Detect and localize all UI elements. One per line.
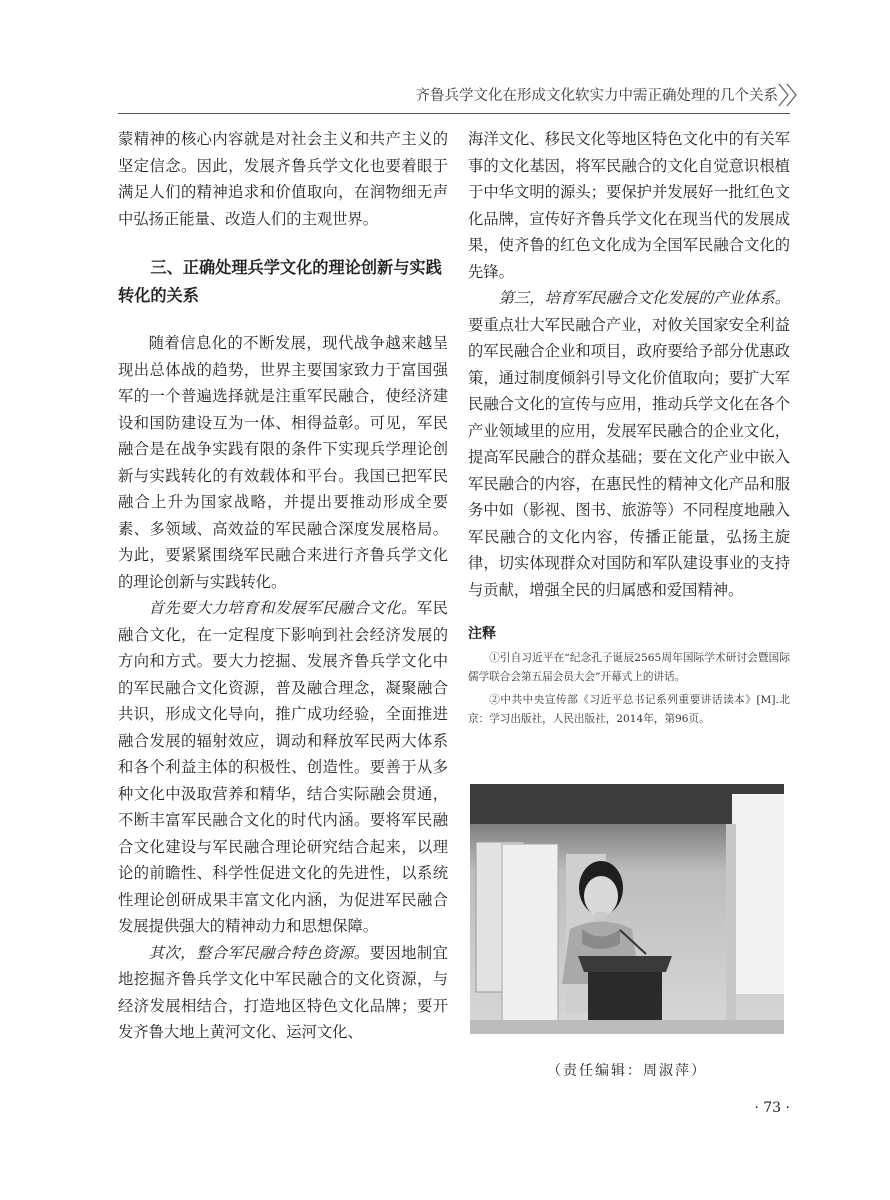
page-number: · 73 · [754,1100,790,1116]
right-column [468,126,790,733]
note-1: ①引自习近平在“纪念孔子诞辰2565周年国际学术研讨会暨国际儒学联合会第五届会员大会”开幕式上的讲话。 [468,652,790,683]
paragraph-1: 随着信息化的不断发展，现代战争越来越呈现出总体战的趋势，世界主要国家致力于富国强军的一个普遍选择就是注重军民融合，使经济建设和国防建设互为一体、相得益彰。可见，军民融合是在战争实践有限的条件下实现兵学理论创新与实践转化的有效载体和平台。我国已把军民融合上升为国家战略，并提出要推动形成全要素、多领域、高效益的军民融合深度发展格局。为此，要紧紧围绕军民融合来进行齐鲁兵学文化的理论创新与实践转化。 [118,334,448,591]
header-rule [118,113,790,114]
left-continued-paragraph: 蒙精神的核心内容就是对社会主义和共产主义的坚定信念。因此，发展齐鲁兵学文化也要着眼于满足人们的精神追求和价值取向，在润物细无声中弘扬正能量、改造人们的主观世界。 [118,130,448,228]
double-chevron-right-icon [776,80,804,110]
paragraph-3-lead: 其次，整合军民融合特色资源。 [148,943,370,962]
paragraph-4-body: 要重点壮大军民融合产业，对攸关国家安全利益的军民融合企业和项目，政府要给予部分优惠政策，通过制度倾斜引导文化价值取向；要扩大军民融合文化的宣传与应用，推动兵学文化在各个产业领域里的应用，发展军民融合的企业文化，提高军民融合的群众基础；要在文化产业中嵌入军民融合的内容，在惠民性的精神文化产品和服务中如（影视、图书、旅游等）不同程度地融入军民融合的文化内容，传播正能量，弘扬主旋律，切实体现群众对国防和军队建设事业的支持与贡献，增强全民的归属感和爱国精神。 [468,315,790,599]
paragraph-2-lead: 首先要大力培育和发展军民融合文化。 [148,599,417,617]
section-heading: 三、正确处理兵学文化的理论创新与实践转化的关系 [118,258,442,305]
running-header: 齐鲁兵学文化在形成文化软实力中需正确处理的几个关系 [415,88,778,104]
paragraph-2 [118,595,448,940]
notes-title: 注释 [468,626,496,642]
paragraph-2-body: 军民融合文化，在一定程度下影响到社会经济发展的方向和方式。要大力挖掘、发展齐鲁兵学文化中的军民融合文化资源，普及融合理念，凝聚融合共识，形成文化导向，推广成功经验，全面推进融合发展的辐射效应，调动和释放军民两大体系和各个利益主体的积极性、创造性。要善于从多种文化中汲取营养和精华，结合实际融会贯通，不断丰富军民融合文化的时代内涵。要将军民融合文化建设与军民融合理论研究结合起来，以理论的前瞻性、科学性促进文化的先进性，以系统性理论创研成果丰富文化内涵，为促进军民融合发展提供强大的精神动力和思想保障。 [118,599,448,935]
paragraph-3-body: 要因地制宜地挖掘齐鲁兵学文化中军民融合的文化资源，与经济发展相结合，打造地区特色文化品牌；要开发齐鲁大地上黄河文化、运河文化、 [118,943,448,1041]
note-2: ②中共中央宣传部《习近平总书记系列重要讲话读本》[M].北京：学习出版社，人民出版社，2014年，第96页。 [468,694,790,725]
left-column [118,126,448,1046]
paragraph-4 [468,285,790,603]
paragraph-4-lead: 第三，培育军民融合文化发展的产业体系。 [498,289,790,307]
speaker-photo [470,784,784,1034]
right-continued-paragraph: 海洋文化、移民文化等地区特色文化中的有关军事的文化基因，将军民融合的文化自觉意识根植于中华文明的源头；要保护并发展好一批红色文化品牌，宣传好齐鲁兵学文化在现当代的发展成果，使齐鲁的红色文化成为全国军民融合文化的先锋。 [468,130,790,281]
paragraph-3 [118,940,448,1046]
editor-credit: （责任编辑：周淑萍） [547,1063,707,1079]
